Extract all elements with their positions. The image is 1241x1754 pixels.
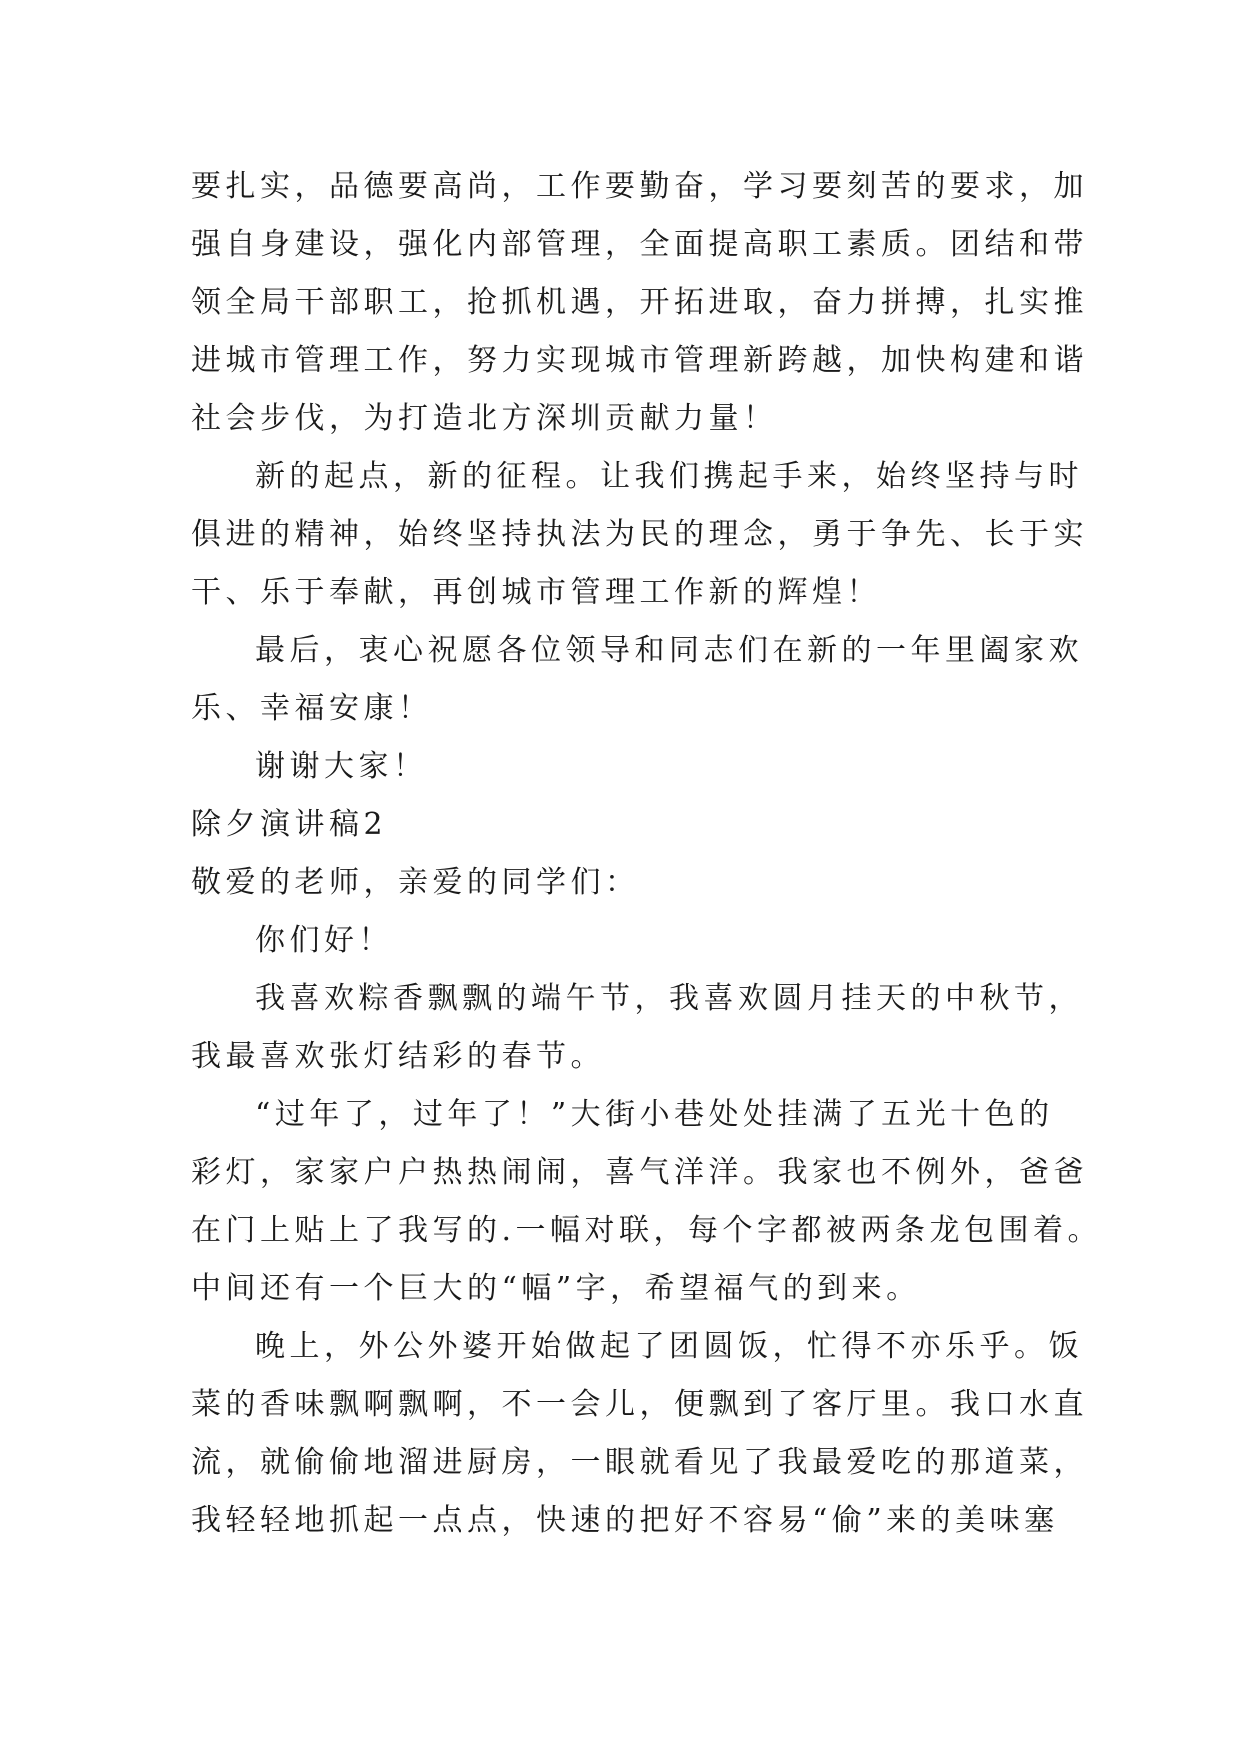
text-line: 晚上，外公外婆开始做起了团圆饭，忙得不亦乐乎。饭 xyxy=(255,1329,1083,1364)
text-line: 彩灯，家家户户热热闹闹，喜气洋洋。我家也不例外，爸爸 xyxy=(191,1155,1088,1190)
text-line: 最后，衷心祝愿各位领导和同志们在新的一年里阖家欢 xyxy=(255,633,1083,668)
section-heading: 除夕演讲稿2 xyxy=(191,807,388,842)
text-line: 在门上贴上了我写的.一幅对联，每个字都被两条龙包围着。 xyxy=(191,1213,1103,1248)
salutation: 敬爱的老师，亲爱的同学们： xyxy=(191,865,640,900)
text-line: 我最喜欢张灯结彩的春节。 xyxy=(191,1039,605,1074)
text-line: “过年了，过年了！”大街小巷处处挂满了五光十色的 xyxy=(255,1097,1054,1132)
greeting: 你们好！ xyxy=(255,923,393,958)
text-line: 领全局干部职工，抢抓机遇，开拓进取，奋力拼搏，扎实推 xyxy=(191,285,1088,320)
text-line: 俱进的精神，始终坚持执法为民的理念，勇于争先、长于实 xyxy=(191,517,1088,552)
document-body xyxy=(191,158,1103,1550)
text-line: 我喜欢粽香飘飘的端午节，我喜欢圆月挂天的中秋节， xyxy=(255,981,1083,1016)
text-line: 要扎实，品德要高尚，工作要勤奋，学习要刻苦的要求，加 xyxy=(191,169,1088,204)
text-line: 流，就偷偷地溜进厨房，一眼就看见了我最爱吃的那道菜， xyxy=(191,1445,1088,1480)
text-line: 社会步伐，为打造北方深圳贡献力量！ xyxy=(191,401,778,436)
text-line: 我轻轻地抓起一点点，快速的把好不容易“偷”来的美味塞 xyxy=(191,1503,1059,1538)
text-line: 干、乐于奉献，再创城市管理工作新的辉煌！ xyxy=(191,575,881,610)
text-line: 中间还有一个巨大的“幅”字，希望福气的到来。 xyxy=(191,1271,921,1306)
text-line: 乐、幸福安康！ xyxy=(191,691,433,726)
text-line: 强自身建设，强化内部管理，全面提高职工素质。团结和带 xyxy=(191,227,1088,262)
text-line: 进城市管理工作，努力实现城市管理新跨越，加快构建和谐 xyxy=(191,343,1088,378)
text-line: 菜的香味飘啊飘啊，不一会儿，便飘到了客厅里。我口水直 xyxy=(191,1387,1088,1422)
text-line: 新的起点，新的征程。让我们携起手来，始终坚持与时 xyxy=(255,459,1083,494)
text-line: 谢谢大家！ xyxy=(255,749,428,784)
